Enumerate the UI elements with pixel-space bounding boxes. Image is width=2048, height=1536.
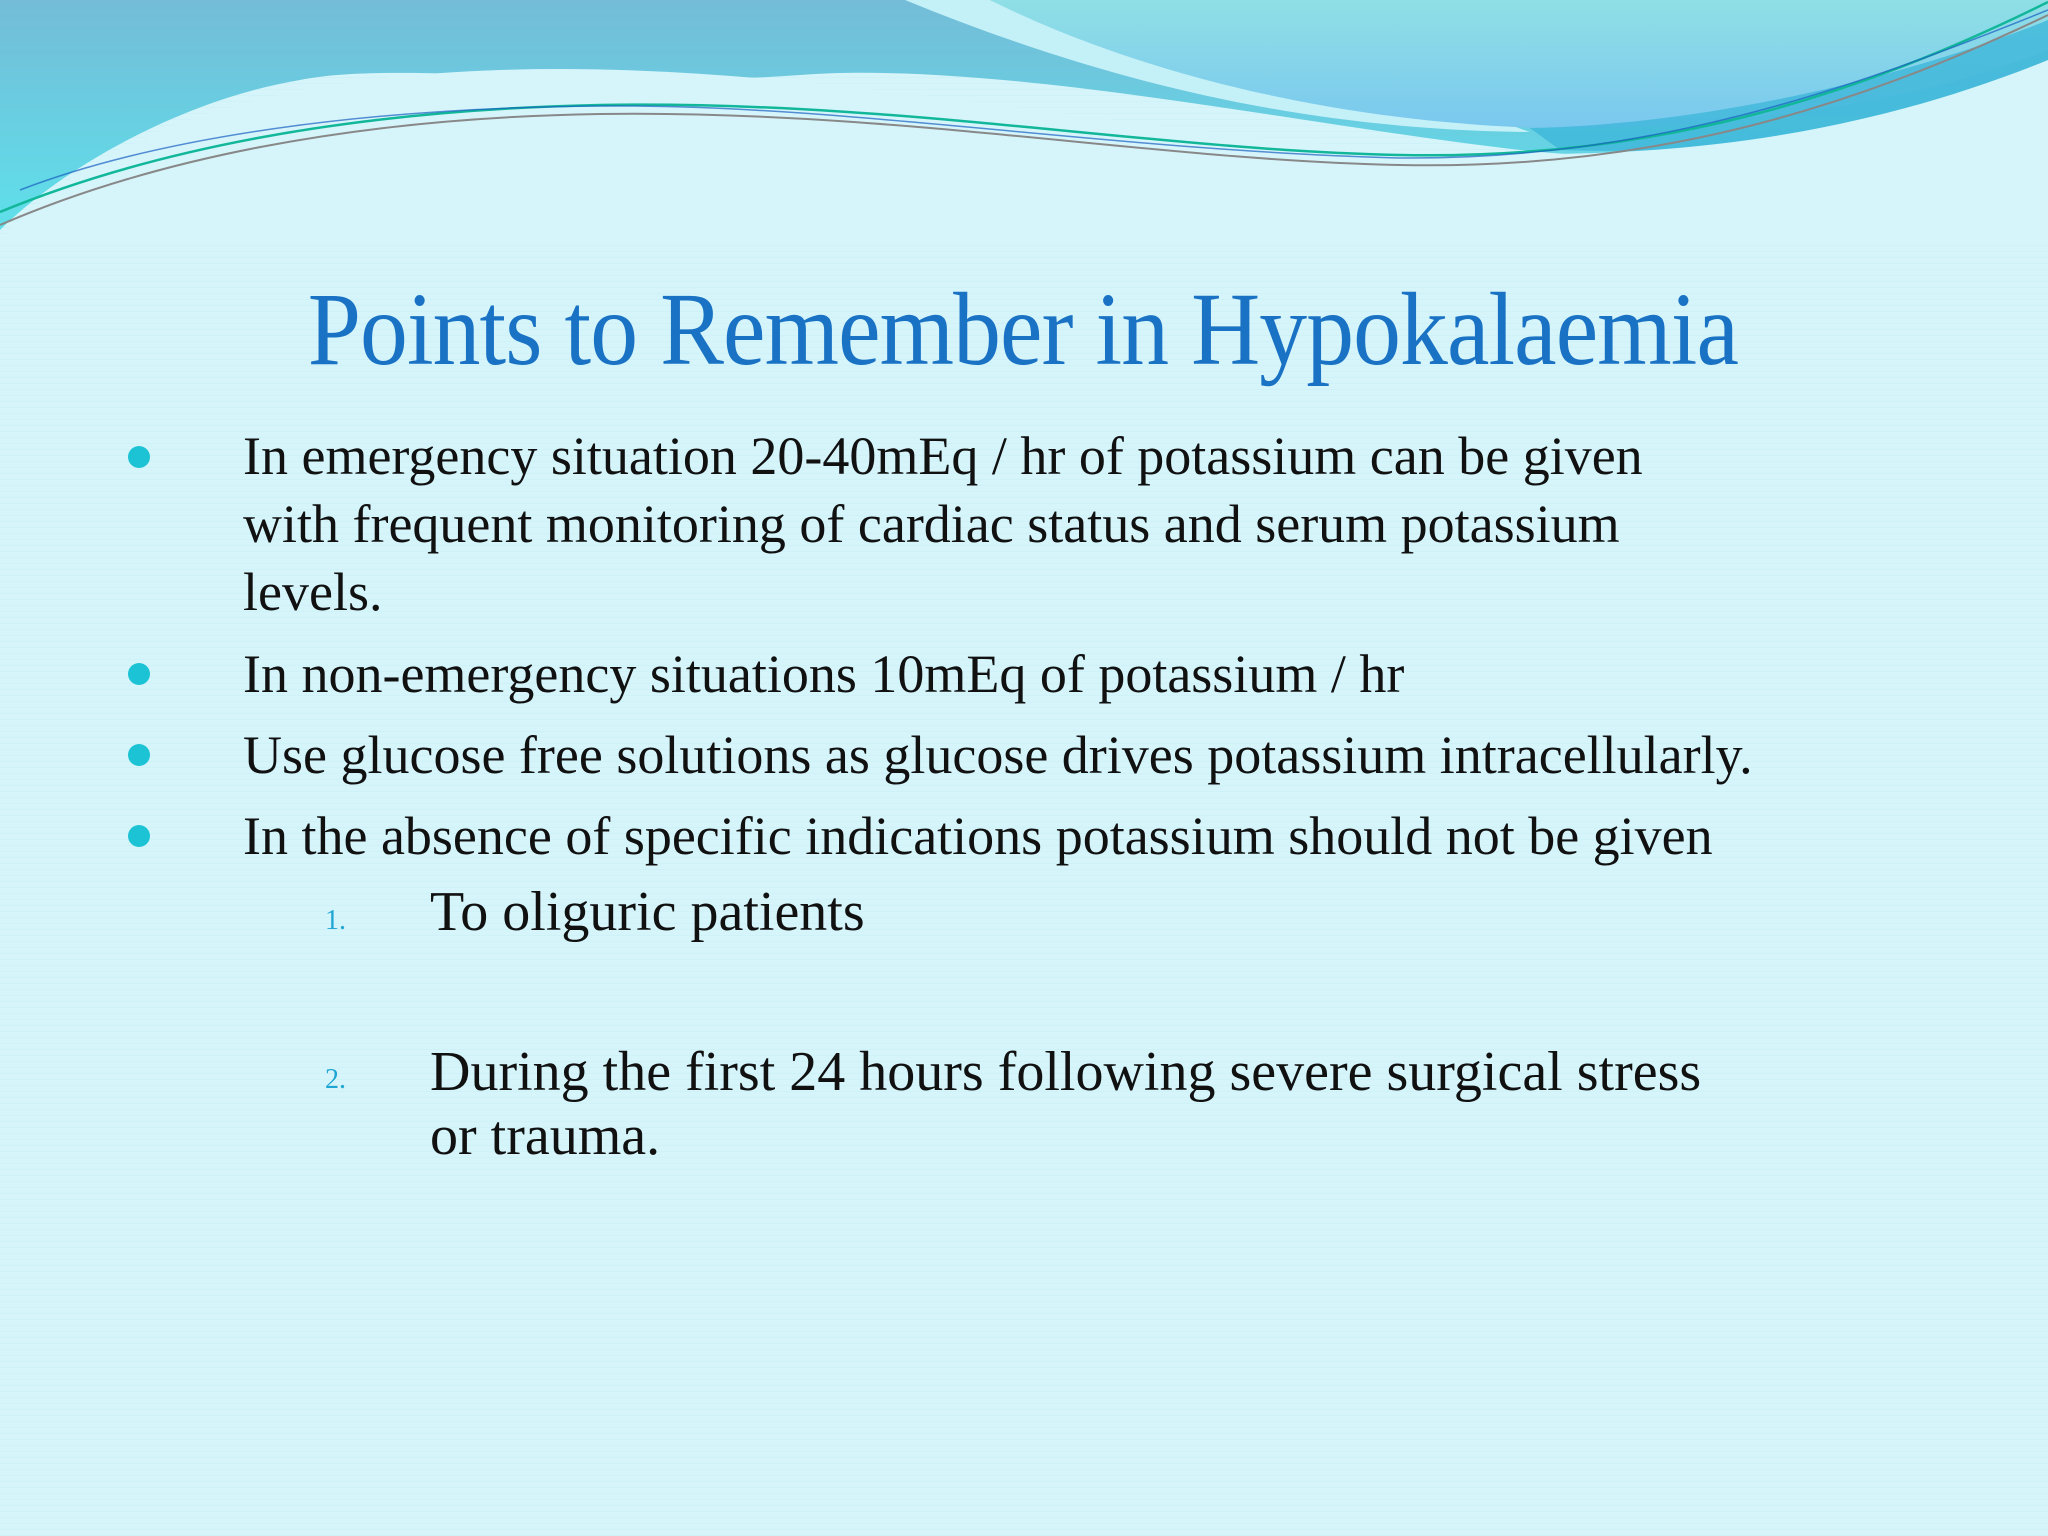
bullet-icon	[128, 446, 150, 468]
list-item-line: In non-emergency situations 10mEq of potassium / hr	[243, 644, 1405, 704]
numbered-item	[430, 880, 1930, 944]
list-item	[243, 802, 1943, 870]
numbered-item-line: During the first 24 hours following severe surgical stress	[430, 1041, 1702, 1103]
list-item	[243, 721, 1943, 789]
list-item-line: In emergency situation 20-40mEq / hr of potassium can be given	[243, 426, 1643, 486]
bullet-icon	[128, 825, 150, 847]
list-item-line: levels.	[243, 562, 383, 622]
numbered-item	[430, 1040, 1930, 1168]
list-number-marker: 2.	[325, 1064, 346, 1095]
bullet-icon	[128, 663, 150, 685]
numbered-item-line: To oliguric patients	[430, 881, 865, 943]
list-item-line: with frequent monitoring of cardiac status and serum potassium	[243, 494, 1620, 554]
bullet-icon	[128, 744, 150, 766]
list-item-line: Use glucose free solutions as glucose drives potassium intracellularly.	[243, 725, 1753, 785]
numbered-item-line: or trauma.	[430, 1105, 661, 1167]
decorative-wave-header	[0, 0, 2048, 240]
list-item	[243, 640, 1943, 708]
list-item-line: In the absence of specific indications potassium should not be given	[243, 806, 1713, 866]
list-number-marker: 1.	[325, 905, 346, 936]
slide-title: Points to Remember in Hypokalaemia	[307, 272, 1738, 387]
list-item	[243, 422, 1943, 626]
